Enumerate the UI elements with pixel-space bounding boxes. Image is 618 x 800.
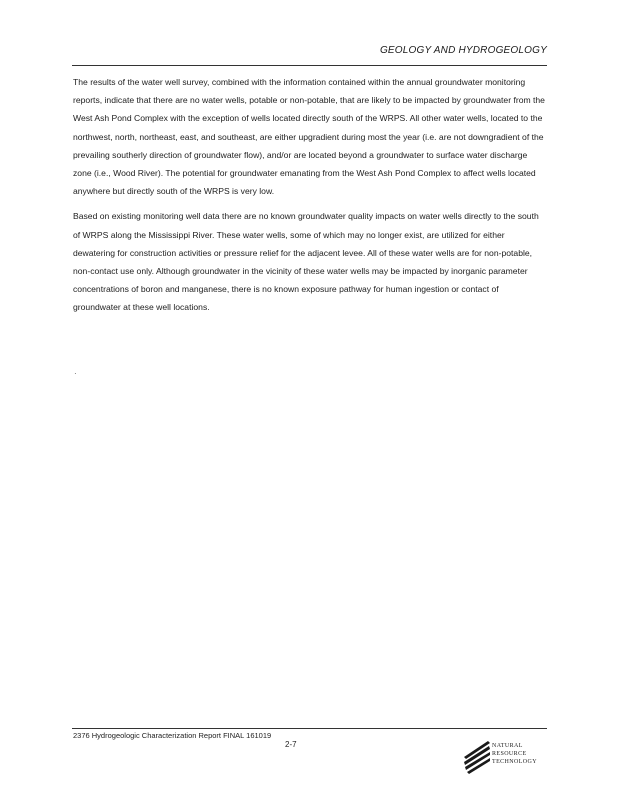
stray-mark: · [74,369,77,378]
section-header-title: GEOLOGY AND HYDROGEOLOGY [379,45,547,56]
logo-wordmark [492,742,537,766]
footer-divider [72,728,547,729]
page-number: 2-7 [285,740,297,749]
header-divider [72,65,547,66]
logo-line-1: NATURAL [492,743,523,749]
nrt-swoosh-logo-icon [462,735,492,775]
paragraph-1: The results of the water well survey, combined with the information contained within the annual groundwater monitoring reports, indicate that there are no water wells, potable or non-potable, that are likely to be impacted by groundwater from the West Ash Pond Complex with the exception of wells located directly south of the WRPS. All other water wells, located to the northwest, north, northeast, east, and southeast, are either upgradient during most the year (i.e. are not downgradient of the prevailing southerly direction of groundwater flow), and/or are located beyond a groundwater to surface water discharge zone (i.e., Wood River). The potential for groundwater emanating from the West Ash Pond Complex to affect wells located anywhere but directly south of the WRPS is very low. [73,77,545,197]
company-logo [462,735,552,775]
logo-line-2: RESOURCE [492,751,527,757]
footer-document-label: 2376 Hydrogeologic Characterization Report FINAL 161019 [73,731,272,740]
paragraph-2: Based on existing monitoring well data there are no known groundwater quality impacts on water wells directly to the south of WRPS along the Mississippi River. These water wells, some of which may no longer exist, are utilized for either dewatering for construction activities or pressure relief for the adjacent levee. All of these water wells are for non-potable, non-contact use only. Although groundwater in the vicinity of these water wells may be impacted by inorganic parameter concentrations of boron and manganese, there is no known exposure pathway for human ingestion or contact of groundwater at these well locations. [73,211,539,313]
logo-line-3: TECHNOLOGY [492,759,537,765]
body-text [73,73,545,324]
